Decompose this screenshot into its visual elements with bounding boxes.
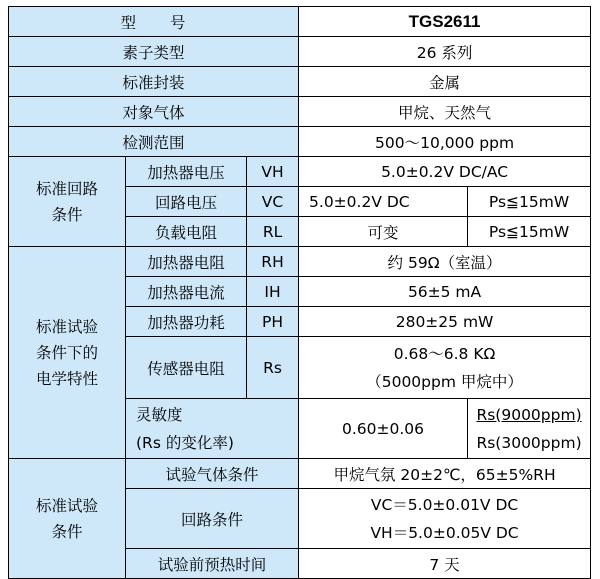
heater-voltage-symbol: VH bbox=[247, 157, 299, 187]
sensitivity-label bbox=[126, 399, 299, 459]
table-row bbox=[9, 127, 591, 157]
table-row bbox=[9, 7, 591, 37]
preheat-label: 试验前预热时间 bbox=[126, 549, 299, 579]
element-type-value: 26 系列 bbox=[299, 37, 591, 67]
package-value: 金属 bbox=[299, 67, 591, 97]
element-type-label: 素子类型 bbox=[9, 37, 299, 67]
circuit-voltage-symbol: VC bbox=[247, 187, 299, 217]
table-row bbox=[9, 247, 591, 277]
spec-table bbox=[8, 6, 591, 579]
load-resistance-label: 负载电阻 bbox=[126, 217, 247, 247]
heater-voltage-label: 加热器电压 bbox=[126, 157, 247, 187]
load-resistance-symbol: RL bbox=[247, 217, 299, 247]
circuit-condition-vh: VH＝5.0±0.05V DC bbox=[370, 523, 519, 542]
table-row bbox=[9, 97, 591, 127]
detection-range-value: 500～10,000 ppm bbox=[299, 127, 591, 157]
gas-condition-value: 甲烷气氛 20±2℃，65±5%RH bbox=[299, 459, 591, 489]
sensitivity-title: 灵敏度 bbox=[136, 405, 183, 424]
model-value-cell: TGS2611 bbox=[299, 7, 591, 37]
circuit-voltage-value: 5.0±0.2V DC bbox=[299, 187, 468, 217]
circuit-condition-vc: VC＝5.0±0.01V DC bbox=[370, 495, 519, 514]
heater-resistance-label: 加热器电阻 bbox=[126, 247, 247, 277]
sensor-resistance-range: 0.68～6.8 KΩ bbox=[393, 344, 496, 363]
table-row bbox=[9, 459, 591, 489]
sensitivity-subtitle: (Rs 的变化率) bbox=[136, 433, 234, 452]
detection-range-label: 检测范围 bbox=[9, 127, 299, 157]
model-label-cell: 型 号 bbox=[9, 7, 299, 37]
circuit-condition-label: 回路条件 bbox=[126, 489, 299, 549]
target-gas-value: 甲烷、天然气 bbox=[299, 97, 591, 127]
heater-current-label: 加热器电流 bbox=[126, 277, 247, 307]
load-resistance-power: Ps≦15mW bbox=[468, 217, 591, 247]
table-row bbox=[9, 37, 591, 67]
heater-current-symbol: IH bbox=[247, 277, 299, 307]
heater-resistance-value: 约 59Ω（室温） bbox=[299, 247, 591, 277]
load-resistance-value: 可变 bbox=[299, 217, 468, 247]
electrical-group-label: 标准试验 条件下的 电学特性 bbox=[9, 247, 126, 459]
circuit-voltage-power: Ps≦15mW bbox=[468, 187, 591, 217]
table-row bbox=[9, 157, 591, 187]
test-group-label: 标准试验 条件 bbox=[9, 459, 126, 579]
heater-voltage-value: 5.0±0.2V DC/AC bbox=[299, 157, 591, 187]
sensor-resistance-symbol: Rs bbox=[247, 337, 299, 399]
sensitivity-ratio-denominator: Rs(3000ppm) bbox=[476, 433, 582, 452]
preheat-value: 7 天 bbox=[299, 549, 591, 579]
heater-resistance-symbol: RH bbox=[247, 247, 299, 277]
heater-power-symbol: PH bbox=[247, 307, 299, 337]
circuit-condition-value bbox=[299, 489, 591, 549]
sensitivity-value: 0.60±0.06 bbox=[299, 399, 468, 459]
heater-power-value: 280±25 mW bbox=[299, 307, 591, 337]
sensor-resistance-condition: （5000ppm 甲烷中） bbox=[366, 372, 523, 391]
circuit-group-label: 标准回路 条件 bbox=[9, 157, 126, 247]
circuit-voltage-label: 回路电压 bbox=[126, 187, 247, 217]
sensor-resistance-value bbox=[299, 337, 591, 399]
sensor-resistance-label: 传感器电阻 bbox=[126, 337, 247, 399]
sensitivity-ratio bbox=[468, 399, 591, 459]
gas-condition-label: 试验气体条件 bbox=[126, 459, 299, 489]
spec-table-container bbox=[8, 6, 591, 579]
heater-current-value: 56±5 mA bbox=[299, 277, 591, 307]
sensitivity-ratio-numerator: Rs(9000ppm) bbox=[476, 405, 582, 424]
target-gas-label: 对象气体 bbox=[9, 97, 299, 127]
heater-power-label: 加热器功耗 bbox=[126, 307, 247, 337]
table-row bbox=[9, 67, 591, 97]
package-label: 标准封装 bbox=[9, 67, 299, 97]
